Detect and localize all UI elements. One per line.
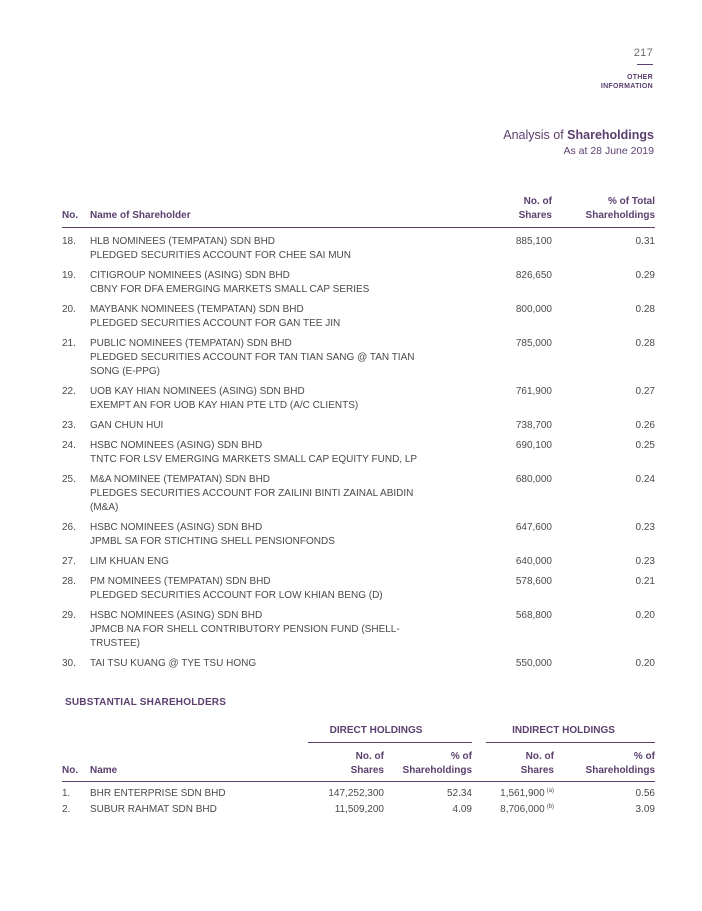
sub-header-indirect-pct xyxy=(554,746,655,782)
shares-value: 647,600 xyxy=(515,522,552,533)
row-number: 25. xyxy=(62,474,76,485)
shares-value: 738,700 xyxy=(515,420,552,431)
document-title-bold: Shareholdings xyxy=(567,128,654,142)
table-row xyxy=(62,521,655,555)
sub-header-direct-pct xyxy=(384,746,472,782)
percentage-value: 0.25 xyxy=(635,440,655,451)
shareholder-name xyxy=(90,337,470,385)
shareholder-name-line: UOB KAY HIAN NOMINEES (ASING) SDN BHD xyxy=(90,386,305,397)
document-date: As at 28 June 2019 xyxy=(563,145,654,157)
percentage-value: 0.28 xyxy=(635,338,655,349)
row-number: 29. xyxy=(62,610,76,621)
shareholder-name-line: PLEDGED SECURITIES ACCOUNT FOR GAN TEE JIN xyxy=(90,318,341,329)
shareholder-name xyxy=(90,228,470,270)
shareholder-name-line: JPMCB NA FOR SHELL CONTRIBUTORY PENSION FUND (SHELL- xyxy=(90,624,400,635)
document-title xyxy=(503,128,654,142)
indirect-percentage-value: 3.09 xyxy=(635,804,655,815)
shareholder-name-line: JPMBL SA FOR STICHTING SHELL PENSIONFONDS xyxy=(90,536,335,547)
header-name: Name of Shareholder xyxy=(90,210,191,221)
percentage-value: 0.24 xyxy=(635,474,655,485)
indirect-shares-cell xyxy=(472,803,554,819)
direct-percentage-value: 52.34 xyxy=(446,788,472,799)
sub-table-header-row xyxy=(62,746,655,782)
table-row xyxy=(62,228,655,270)
table-row xyxy=(62,657,655,677)
row-number: 24. xyxy=(62,440,76,451)
table-row xyxy=(62,575,655,609)
top-table-header-row xyxy=(62,195,655,228)
shareholder-name-line: LIM KHUAN ENG xyxy=(90,556,169,567)
indirect-shares-cell xyxy=(472,782,554,804)
indirect-shares-value: 1,561,900 xyxy=(500,788,545,799)
direct-shares-value: 147,252,300 xyxy=(328,788,384,799)
shareholder-name-line: (M&A) xyxy=(90,502,119,513)
footnote-marker: (b) xyxy=(546,803,554,810)
shares-value: 640,000 xyxy=(515,556,552,567)
table-row xyxy=(62,419,655,439)
header-no: No. xyxy=(62,210,79,221)
shareholder-name xyxy=(90,439,470,473)
shareholder-name-line: M&A NOMINEE (TEMPATAN) SDN BHD xyxy=(90,474,271,485)
shareholder-name-line: MAYBANK NOMINEES (TEMPATAN) SDN BHD xyxy=(90,304,304,315)
shareholder-name xyxy=(90,521,470,555)
shareholder-name-line: PUBLIC NOMINEES (TEMPATAN) SDN BHD xyxy=(90,338,292,349)
page-number-rule xyxy=(637,64,653,65)
row-number: 21. xyxy=(62,338,76,349)
header-shares-line2: Shares xyxy=(518,210,552,221)
shares-value: 885,100 xyxy=(515,236,552,247)
sub-table-group-header xyxy=(62,724,655,746)
shareholder-name-line: EXEMPT AN FOR UOB KAY HIAN PTE LTD (A/C CLIENTS) xyxy=(90,400,359,411)
indirect-percentage-value: 0.56 xyxy=(635,788,655,799)
shareholder-name-line: GAN CHUN HUI xyxy=(90,420,164,431)
shareholder-name xyxy=(90,269,470,303)
table-row xyxy=(62,555,655,575)
shareholder-name-line: HSBC NOMINEES (ASING) SDN BHD xyxy=(90,440,263,451)
shareholder-name-line: PM NOMINEES (TEMPATAN) SDN BHD xyxy=(90,576,271,587)
footnote-marker: (a) xyxy=(546,787,554,794)
sub-header-direct-pct-line2: Shareholdings xyxy=(402,765,472,776)
shareholder-name xyxy=(90,303,470,337)
percentage-value: 0.31 xyxy=(635,236,655,247)
section-label-line2: INFORMATION xyxy=(600,83,653,90)
indirect-holdings-rule xyxy=(486,742,655,743)
top-table-body xyxy=(62,228,655,678)
group-spacer-no xyxy=(62,724,90,746)
shareholder-name-line: SONG (E-PPG) xyxy=(90,366,161,377)
percentage-value: 0.29 xyxy=(635,270,655,281)
indirect-shares-value: 8,706,000 xyxy=(500,804,545,815)
page-number: 217 xyxy=(633,47,653,59)
sub-header-direct-shares xyxy=(280,746,384,782)
shareholder-name xyxy=(90,419,470,439)
shareholder-name xyxy=(90,555,470,575)
percentage-value: 0.27 xyxy=(635,386,655,397)
header-shares-line1: No. of xyxy=(523,196,552,207)
shares-value: 680,000 xyxy=(515,474,552,485)
shareholder-name-line: HSBC NOMINEES (ASING) SDN BHD xyxy=(90,610,263,621)
section-label xyxy=(601,73,653,91)
row-number: 28. xyxy=(62,576,76,587)
direct-shares-value: 11,509,200 xyxy=(334,804,384,815)
direct-holdings-rule xyxy=(308,742,472,743)
row-number: 1. xyxy=(62,788,71,799)
row-number: 18. xyxy=(62,236,76,247)
header-pct-line1: % of Total xyxy=(607,196,655,207)
header-shares xyxy=(470,195,552,228)
shareholder-name: SUBUR RAHMAT SDN BHD xyxy=(90,804,217,815)
table-row xyxy=(62,439,655,473)
sub-header-direct-shares-line1: No. of xyxy=(355,751,384,762)
table-row xyxy=(62,385,655,419)
row-number: 20. xyxy=(62,304,76,315)
table-row xyxy=(62,782,655,804)
sub-table-body xyxy=(62,782,655,820)
shareholder-name-line: PLEDGED SECURITIES ACCOUNT FOR TAN TIAN SANG @ TAN TIAN xyxy=(90,352,415,363)
table-row xyxy=(62,803,655,819)
sub-header-indirect-shares-line2: Shares xyxy=(520,765,554,776)
shareholder-name-line: HLB NOMINEES (TEMPATAN) SDN BHD xyxy=(90,236,276,247)
direct-holdings-label: DIRECT HOLDINGS xyxy=(329,725,423,736)
percentage-value: 0.21 xyxy=(635,576,655,587)
shareholder-name-line: PLEDGED SECURITIES ACCOUNT FOR CHEE SAI MUN xyxy=(90,250,351,261)
row-number: 19. xyxy=(62,270,76,281)
indirect-holdings-header xyxy=(472,724,655,746)
document-title-prefix: Analysis of xyxy=(503,128,568,142)
shares-value: 568,800 xyxy=(515,610,552,621)
shares-value: 800,000 xyxy=(515,304,552,315)
shares-value: 826,650 xyxy=(515,270,552,281)
shareholder-name xyxy=(90,473,470,521)
shareholder-name xyxy=(90,575,470,609)
row-number: 30. xyxy=(62,658,76,669)
table-row xyxy=(62,303,655,337)
sub-header-indirect-shares xyxy=(472,746,554,782)
row-number: 27. xyxy=(62,556,76,567)
shares-value: 785,000 xyxy=(515,338,552,349)
row-number: 26. xyxy=(62,522,76,533)
sub-header-name: Name xyxy=(90,765,118,776)
row-number: 23. xyxy=(62,420,76,431)
top-shareholders-table xyxy=(62,195,655,677)
shareholder-name-line: HSBC NOMINEES (ASING) SDN BHD xyxy=(90,522,263,533)
percentage-value: 0.23 xyxy=(635,556,655,567)
percentage-value: 0.28 xyxy=(635,304,655,315)
sub-header-indirect-pct-line2: Shareholdings xyxy=(585,765,655,776)
table-row xyxy=(62,269,655,303)
shareholder-name-line: CBNY FOR DFA EMERGING MARKETS SMALL CAP SERIES xyxy=(90,284,370,295)
table-row xyxy=(62,337,655,385)
direct-holdings-header xyxy=(280,724,472,746)
header-pct-line2: Shareholdings xyxy=(585,210,655,221)
shares-value: 578,600 xyxy=(515,576,552,587)
shares-value: 550,000 xyxy=(515,658,552,669)
table-row xyxy=(62,609,655,657)
shareholder-name-line: PLEDGES SECURITIES ACCOUNT FOR ZAILINI BINTI ZAINAL ABIDIN xyxy=(90,488,414,499)
shareholder-name xyxy=(90,385,470,419)
percentage-value: 0.26 xyxy=(635,420,655,431)
direct-percentage-value: 4.09 xyxy=(452,804,472,815)
group-spacer-name xyxy=(90,724,280,746)
substantial-shareholders-table xyxy=(62,724,655,819)
shares-value: 761,900 xyxy=(515,386,552,397)
sub-header-indirect-pct-line1: % of xyxy=(633,751,655,762)
sub-header-direct-shares-line2: Shares xyxy=(350,765,384,776)
sub-header-direct-pct-line1: % of xyxy=(450,751,472,762)
header-pct xyxy=(552,195,655,228)
shares-value: 690,100 xyxy=(515,440,552,451)
shareholder-name-line: CITIGROUP NOMINEES (ASING) SDN BHD xyxy=(90,270,290,281)
indirect-holdings-label: INDIRECT HOLDINGS xyxy=(512,725,615,736)
row-number: 2. xyxy=(62,804,71,815)
row-number: 22. xyxy=(62,386,76,397)
shareholder-name-line: PLEDGED SECURITIES ACCOUNT FOR LOW KHIAN BENG (D) xyxy=(90,590,383,601)
percentage-value: 0.20 xyxy=(635,658,655,669)
table-row xyxy=(62,473,655,521)
shareholder-name-line: TAI TSU KUANG @ TYE TSU HONG xyxy=(90,658,257,669)
substantial-shareholders-title: SUBSTANTIAL SHAREHOLDERS xyxy=(65,697,227,708)
shareholder-name: BHR ENTERPRISE SDN BHD xyxy=(90,788,226,799)
sub-header-no: No. xyxy=(62,765,79,776)
sub-header-indirect-shares-line1: No. of xyxy=(525,751,554,762)
shareholder-name xyxy=(90,657,470,677)
shareholder-name xyxy=(90,609,470,657)
shareholder-name-line: TNTC FOR LSV EMERGING MARKETS SMALL CAP EQUITY FUND, LP xyxy=(90,454,418,465)
percentage-value: 0.23 xyxy=(635,522,655,533)
section-label-line1: OTHER xyxy=(627,74,653,81)
percentage-value: 0.20 xyxy=(635,610,655,621)
shareholder-name-line: TRUSTEE) xyxy=(90,638,140,649)
